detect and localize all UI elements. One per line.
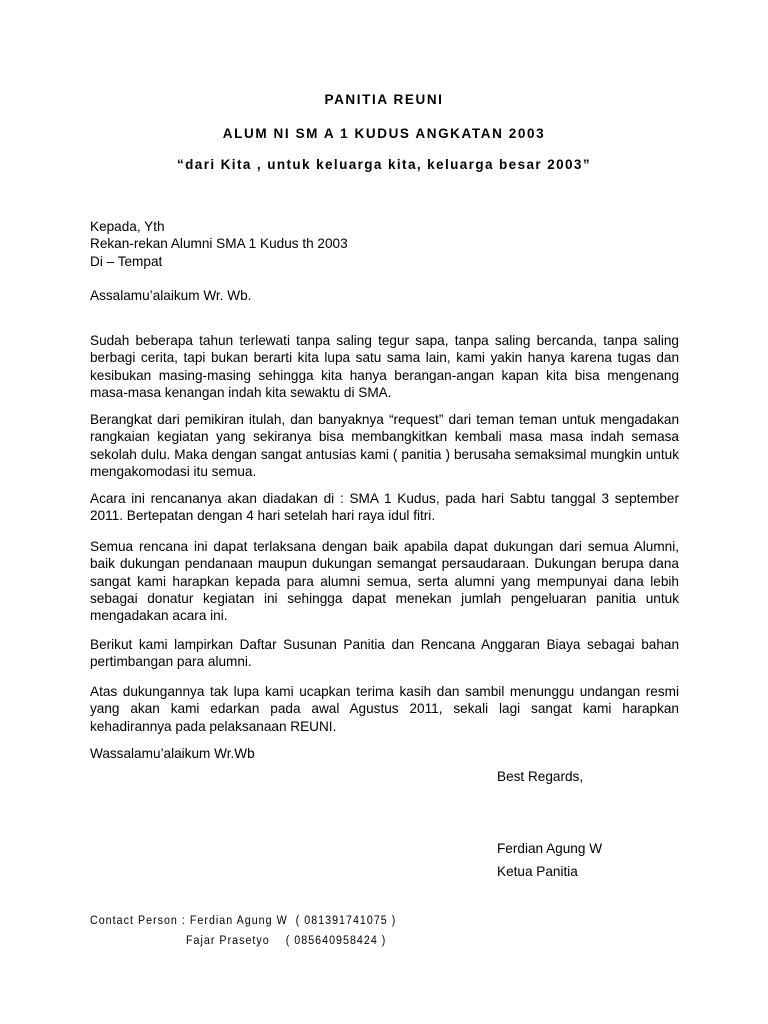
paragraph: Berikut kami lampirkan Daftar Susunan Panitia dan Rencana Anggaran Biaya sebagai bahan pertimbangan para alumni.: [90, 637, 679, 670]
paragraph: Acara ini rencananya akan diadakan di : SMA 1 Kudus, pada hari Sabtu tanggal 3 september 2011. Bertepatan dengan 4 hari setelah hari raya idul fitri.: [90, 491, 679, 524]
paragraph: Berangkat dari pemikiran itulah, dan banyaknya “request” dari teman teman untuk mengadakan rangkaian kegiatan yang sekiranya bisa membangkitkan kembali masa masa indah semasa sekolah dulu. Maka dengan sangat antusias kami ( panitia ) berusaha semaksimal mungkin untuk mengakomodasi itu semua.: [90, 412, 679, 479]
address-line: Di – Tempat: [90, 253, 163, 269]
alumni-title: ALUM NI SM A 1 KUDUS ANGKATAN 2003: [222, 126, 546, 141]
regards: Best Regards,: [497, 769, 584, 784]
paragraph: Atas dukungannya tak lupa kami ucapkan terima kasih dan sambil menunggu undangan resmi yang akan kami edarkan pada awal Agustus 2011, sekali lagi sangat kami harapkan kehadirannya pada pelaksanaan REUNI.: [90, 684, 679, 734]
committee-title: PANITIA REUNI: [324, 92, 444, 107]
signer-title: Ketua Panitia: [497, 864, 578, 879]
recipient-address: [90, 218, 679, 270]
address-line: Rekan-rekan Alumni SMA 1 Kudus th 2003: [90, 236, 348, 252]
paragraph: Semua rencana ini dapat terlaksana dengan baik apabila dapat dukungan dari semua Alumni, baik dukungan pendanaan maupun dukungan semangat persaudaraan. Dukungan berupa dana sangat kami harapkan kepada para alumni semua, serta alumni yang mempunyai dana lebih sebagai donatur kegiatan ini sehingga dapat menekan jumlah pengeluaran panitia untuk mengadakan acara ini.: [90, 539, 679, 624]
greeting: Assalamu’alaikum Wr. Wb.: [90, 288, 252, 303]
contact-person-line: Contact Person : Ferdian Agung W ( 081391741075 ): [90, 913, 397, 927]
contact-person-line: Fajar Prasetyo ( 085640958424 ): [186, 933, 387, 947]
paragraph: Sudah beberapa tahun terlewati tanpa saling tegur sapa, tanpa saling bercanda, tanpa saling berbagi cerita, tapi bukan berarti kita lupa satu sama lain, kami yakin hanya karena tugas dan kesibukan masing-masing sehingga kita hanya berangan-angan kapan kita bisa mengenang masa-masa kenangan indah kita sewaktu di SMA.: [90, 333, 679, 400]
tagline: “dari Kita , untuk keluarga kita, keluarga besar 2003”: [177, 157, 591, 172]
signer-name: Ferdian Agung W: [497, 841, 603, 856]
address-line: Kepada, Yth: [90, 219, 165, 234]
closing-salutation: Wassalamu’alaikum Wr.Wb: [90, 746, 255, 761]
